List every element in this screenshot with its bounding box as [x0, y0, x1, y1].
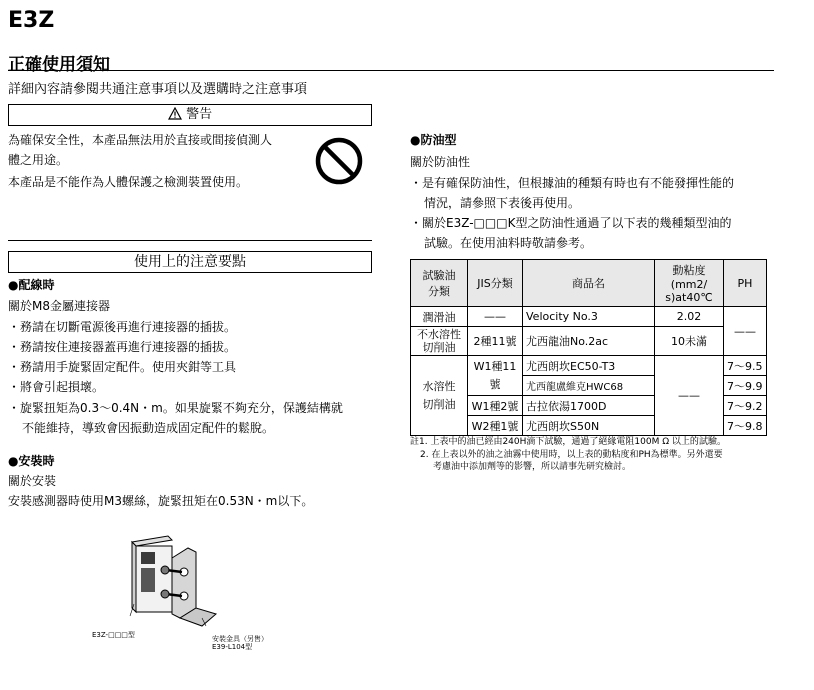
header-product: 商品名 — [523, 260, 655, 307]
warning-line-1: 為確保安全性，本產品無法用於直接或間接偵測人 — [8, 133, 273, 147]
cell-jis-1: W1種11 — [473, 359, 517, 373]
usage-heading: 使用上的注意要點 — [8, 251, 372, 273]
header-visc-2: (mm2/ — [670, 278, 708, 291]
table-header-row — [411, 260, 767, 307]
cell-viscosity: 10未滿 — [655, 327, 724, 356]
note-1: 註1. 上表中的油已經由240H滴下試驗，通過了絕緣電阻100M Ω 以上的試驗。 — [410, 437, 726, 447]
wiring-item-2: ・務請按住連接器蓋再進行連接器的插拔。 — [8, 340, 237, 354]
wiring-subtitle: 關於M8金屬連接器 — [8, 299, 110, 313]
table-row — [411, 327, 767, 356]
oilproof-subtitle: 關於防油性 — [410, 155, 471, 169]
oilproof-bullet-1-cont: 情況，請參照下表後再使用。 — [424, 196, 581, 210]
cell-oil-water-2: 切削油 — [422, 397, 456, 411]
oil-table — [410, 259, 767, 436]
cell-jis: —— — [468, 307, 523, 327]
wiring-item-5-cont: 不能維持，導致會因振動造成固定配件的鬆脫。 — [22, 421, 275, 435]
cell-product: 尤西朗坎EC50-T3 — [523, 356, 655, 376]
warning-line-2: 體之用途。 — [8, 153, 69, 167]
header-jis: JIS分類 — [468, 260, 523, 307]
cell-ph: 7～9.8 — [724, 416, 767, 436]
cell-product: 尤西朗坎S50N — [523, 416, 655, 436]
warning-line-3: 本產品是不能作為人體保護之檢測裝置使用。 — [8, 175, 249, 189]
oilproof-title: ●防油型 — [410, 133, 457, 147]
cell-viscosity-water: —— — [655, 356, 724, 436]
cell-oil: 潤滑油 — [411, 307, 468, 327]
title-rule — [8, 70, 774, 71]
warning-divider — [8, 240, 372, 241]
mounting-text: 安裝感測器時使用M3螺絲，旋緊扭矩在0.53N・m以下。 — [8, 494, 314, 508]
cell-jis — [468, 356, 523, 396]
header-oil-2: 分類 — [428, 285, 450, 298]
wiring-item-3: ・務請用手旋緊固定配件。使用夾鉗等工具 — [8, 360, 237, 374]
figure-label-bracket-1: 安裝金具（另售） — [212, 635, 268, 643]
oilproof-bullet-2: ・關於E3Z-□□□K型之防油性通過了以下表的幾種類型油的 — [410, 216, 732, 230]
intro-text: 詳細內容請參閱共通注意事項以及選購時之注意事項 — [8, 82, 308, 97]
figure-label-sensor: E3Z-□□□型 — [92, 631, 135, 639]
cell-jis: W2種1號 — [468, 416, 523, 436]
oil-table-wrapper — [410, 259, 767, 436]
table-row — [411, 356, 767, 376]
cell-oil-water-1: 水溶性 — [422, 379, 456, 393]
note-2: 2. 在上表以外的油之油霧中使用時，以上表的動粘度和PH為標準。另外還要 — [420, 450, 723, 460]
table-row — [411, 307, 767, 327]
caution-triangle-icon — [168, 107, 186, 122]
oilproof-bullet-2-cont: 試驗。在使用油料時敬請參考。 — [424, 236, 593, 250]
mounting-title: ●安裝時 — [8, 454, 55, 468]
warning-header — [8, 104, 372, 126]
cell-product: Velocity No.3 — [523, 307, 655, 327]
cell-ph: 7～9.9 — [724, 376, 767, 396]
warning-heading: 警告 — [186, 107, 213, 122]
cell-jis: W1種2號 — [468, 396, 523, 416]
header-viscosity — [655, 260, 724, 307]
cell-jis: 2種11號 — [468, 327, 523, 356]
header-visc-1: 動粘度 — [672, 264, 706, 277]
cell-jis-2: 號 — [489, 377, 501, 391]
cell-product: 古拉依湯1700D — [523, 396, 655, 416]
note-3: 考慮油中添加劑等的影響，所以請事先研究檢討。 — [433, 462, 632, 472]
product-title: E3Z — [8, 8, 55, 33]
cell-viscosity: 2.02 — [655, 307, 724, 327]
cell-ph-merged: —— — [724, 307, 767, 356]
figure-label-bracket-2: E39-L104型 — [212, 643, 253, 651]
cell-oil-2: 切削油 — [422, 341, 456, 354]
wiring-item-4: ・將會引起損壞。 — [8, 380, 105, 394]
header-oil-1: 試驗油 — [422, 269, 456, 282]
section-title: 正確使用須知 — [8, 55, 110, 75]
wiring-item-1: ・務請在切斷電源後再進行連接器的插拔。 — [8, 320, 237, 334]
wiring-item-5: ・旋緊扭矩為0.3～0.4N・m。如果旋緊不夠充分，保護結構就 — [8, 401, 343, 415]
cell-ph: 7～9.2 — [724, 396, 767, 416]
mounting-illustration — [110, 528, 230, 632]
header-visc-3: s)at40℃ — [665, 291, 713, 304]
oilproof-bullet-1: ・是有確保防油性，但根據油的種類有時也有不能發揮性能的 — [410, 176, 735, 190]
wiring-title: ●配線時 — [8, 278, 55, 292]
header-oil-class — [411, 260, 468, 307]
cell-ph: 7～9.5 — [724, 356, 767, 376]
mounting-subtitle: 關於安裝 — [8, 474, 57, 488]
cell-oil-1: 不水溶性 — [417, 328, 461, 341]
cell-oil — [411, 327, 468, 356]
prohibition-icon — [314, 136, 364, 190]
header-ph: PH — [724, 260, 767, 307]
cell-product: 尤西龍盧維克HWC68 — [523, 376, 655, 396]
cell-product: 尤西龍油No.2ac — [523, 327, 655, 356]
cell-oil-water — [411, 356, 468, 436]
